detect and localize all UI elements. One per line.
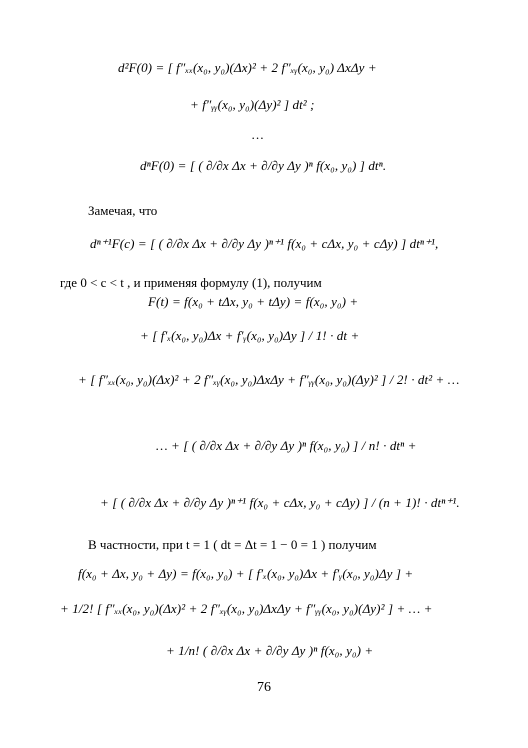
formula-Ft-line4: … + [ ( ∂/∂x Δx + ∂/∂y Δy )ⁿ f(x₀, y₀) ] / n! · dtⁿ + xyxy=(156,438,417,453)
formula-Ft-line2: + [ f′ₓ(x₀, y₀)Δx + f′ᵧ(x₀, y₀)Δy ] / 1! · dt + xyxy=(140,328,360,343)
page-number: 76 xyxy=(257,680,271,695)
formula-partic-line2: + 1/2! [ f″ₓₓ(x₀, y₀)(Δx)² + 2 f″ₓᵧ(x₀, y₀)ΔxΔy + f″ᵧᵧ(x₀, y₀)(Δy)² ] + … + xyxy=(60,601,433,616)
formula-d2F-line1: d²F(0) = [ f″ₓₓ(x₀, y₀)(Δx)² + 2 f″ₓᵧ(x₀, y₀) ΔxΔy + xyxy=(118,60,377,75)
formula-partic-line1: f(x₀ + Δx, y₀ + Δy) = f(x₀, y₀) + [ f′ₓ(x₀, y₀)Δx + f′ᵧ(x₀, y₀)Δy ] + xyxy=(78,566,414,581)
ellipsis: … xyxy=(252,127,264,142)
formula-Ft-line3: + [ f″ₓₓ(x₀, y₀)(Δx)² + 2 f″ₓᵧ(x₀, y₀)ΔxΔy + f″ᵧᵧ(x₀, y₀)(Δy)² ] / 2! · dt² + … xyxy=(78,372,460,387)
formula-dn1F: dⁿ⁺¹F(c) = [ ( ∂/∂x Δx + ∂/∂y Δy )ⁿ⁺¹ f(x₀ + cΔx, y₀ + cΔy) ] dtⁿ⁺¹, xyxy=(90,236,439,251)
formula-dnF: dⁿF(0) = [ ( ∂/∂x Δx + ∂/∂y Δy )ⁿ f(x₀, y₀) ] dtⁿ. xyxy=(140,158,387,173)
formula-d2F-line2: + f″ᵧᵧ(x₀, y₀)(Δy)² ] dt² ; xyxy=(190,97,315,112)
formula-Ft-line5: + [ ( ∂/∂x Δx + ∂/∂y Δy )ⁿ⁺¹ f(x₀ + cΔx, y₀ + cΔy) ] / (n + 1)! · dtⁿ⁺¹. xyxy=(100,495,460,510)
formula-Ft-line1: F(t) = f(x₀ + tΔx, y₀ + tΔy) = f(x₀, y₀) + xyxy=(148,294,359,309)
text-zamechaya: Замечая, что xyxy=(88,203,158,218)
text-gde: где 0 < c < t , и применяя формулу (1), получим xyxy=(60,275,322,290)
formula-partic-line3: + 1/n! ( ∂/∂x Δx + ∂/∂y Δy )ⁿ f(x₀, y₀) + xyxy=(166,643,374,658)
text-v-chastnosti: В частности, при t = 1 ( dt = Δt = 1 − 0 = 1 ) получим xyxy=(88,537,377,552)
